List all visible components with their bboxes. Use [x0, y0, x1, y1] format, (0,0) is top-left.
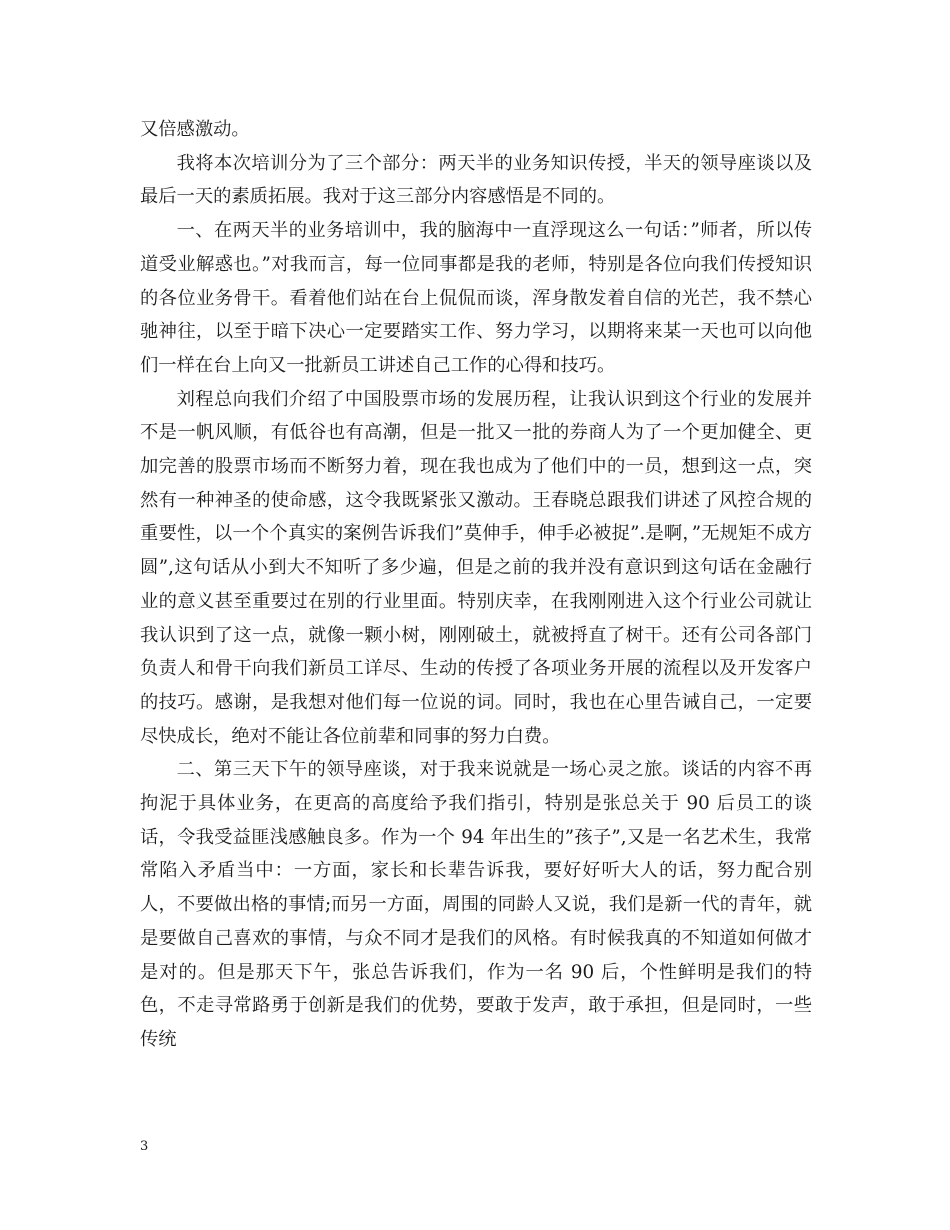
paragraph-2: 我将本次培训分为了三个部分：两天半的业务知识传授，半天的领导座谈以及最后一天的素质拓展。我对于这三部分内容感悟是不同的。 — [140, 152, 812, 208]
paragraph-1: 又倍感激动。 — [140, 119, 250, 140]
paragraph-3: 一、在两天半的业务培训中，我的脑海中一直浮现这么一句话：”师者，所以传道受业解惑也。”对我而言，每一位同事都是我的老师，特别是各位向我们传授知识的各位业务骨干。看着他们站在台上侃侃而谈，浑身散发着自信的光芒，我不禁心驰神往，以至于暗下决心一定要踏实工作、努力学习，以期将来某一天也可以向他们一样在台上向又一批新员工讲述自己工作的心得和技巧。 — [140, 220, 812, 376]
paragraph-4: 刘程总向我们介绍了中国股票市场的发展历程，让我认识到这个行业的发展并不是一帆风顺，有低谷也有高潮，但是一批又一批的券商人为了一个更加健全、更加完善的股票市场而不断努力着，现在我也成为了他们中的一员，想到这一点，突然有一种神圣的使命感，这令我既紧张又激动。王春晓总跟我们讲述了风控合规的重要性，以一个个真实的案例告诉我们”莫伸手，伸手必被捉”.是啊，”无规矩不成方圆”,这句话从小到大不知听了多少遍，但是之前的我并没有意识到这句话在金融行业的意义甚至重要过在别的行业里面。特别庆幸，在我刚刚进入这个行业公司就让我认识到了这一点，就像一颗小树，刚刚破土，就被捋直了树干。还有公司各部门负责人和骨干向我们新员工详尽、生动的传授了各项业务开展的流程以及开发客户的技巧。感谢，是我想对他们每一位说的词。同时，我也在心里告诫自己，一定要尽快成长，绝对不能让各位前辈和同事的努力白费。 — [140, 388, 812, 747]
paragraph-5: 二、第三天下午的领导座谈，对于我来说就是一场心灵之旅。谈话的内容不再拘泥于具体业务，在更高的高度给予我们指引，特别是张总关于 90 后员工的谈话，令我受益匪浅感触良多。作为一个 94 年出生的”孩子”,又是一名艺术生，我常常陷入矛盾当中：一方面，家长和长辈告诉我，要好好听大人的话，努力配合别人，不要做出格的事情;而另一方面，周围的同龄人又说，我们是新一代的青年，就是要做自己喜欢的事情，与众不同才是我们的风格。有时候我真的不知道如何做才是对的。但是那天下午，张总告诉我们，作为一名 90 后，个性鲜明是我们的特色，不走寻常路勇于创新是我们的优势，要敢于发声，敢于承担，但是同时，一些传统 — [140, 759, 812, 1050]
document-body — [140, 113, 812, 1057]
page-number: 3 — [140, 1139, 149, 1154]
